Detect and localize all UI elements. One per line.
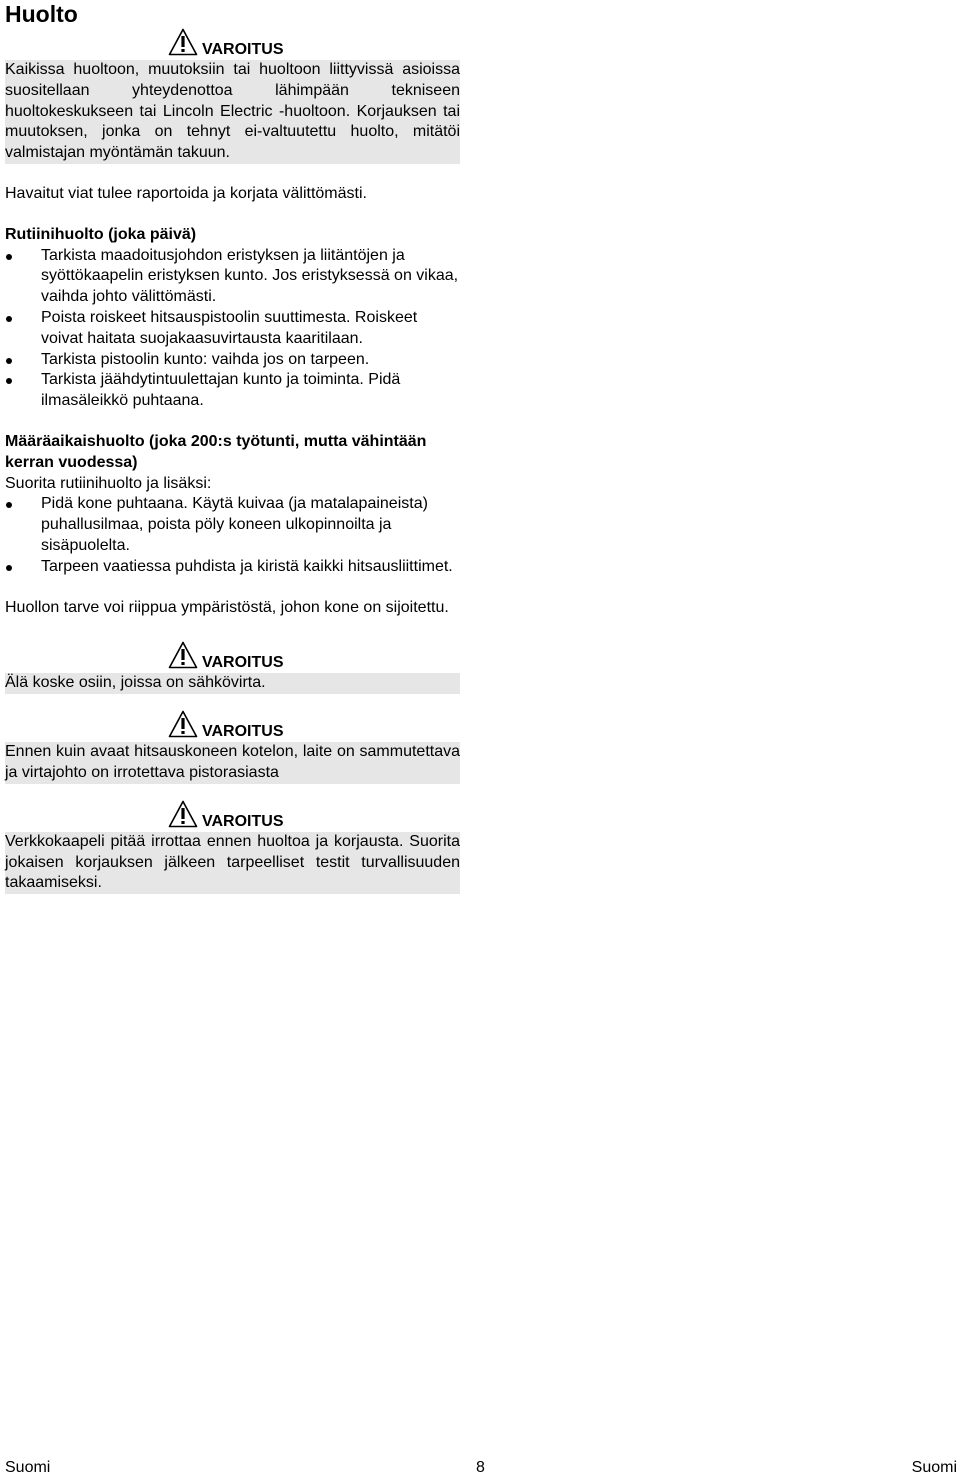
warning-text-4: Verkkokaapeli pitää irrottaa ennen huoltoa ja korjausta. Suorita jokaisen korjauksen jälkeen tarpeelliset testit turvallisuuden takaamiseksi. [5,832,460,894]
warning-triangle-icon [168,710,198,738]
list-item: Tarkista jäähdytintuulettajan kunto ja toiminta. Pidä ilmasäleikkö puhtaana. [5,370,460,412]
footer-right: Suomi [911,1459,957,1476]
list-item: Poista roiskeet hitsauspistoolin suuttimesta. Roiskeet voivat haitata suojakaasuvirtausta kaaritilaan. [5,308,460,350]
warning-text-3: Ennen kuin avaat hitsauskoneen kotelon, laite on sammutettava ja virtajohto on irrotettava pistorasiasta [5,742,460,784]
warning-label: VAROITUS [202,654,284,672]
warning-header-2 [5,641,460,673]
warning-triangle-icon [168,800,198,828]
footer-left: Suomi [5,1459,51,1476]
defects-text: Havaitut viat tulee raportoida ja korjata välittömästi. [5,184,367,202]
page-number: 8 [476,1459,485,1476]
warning-text-1: Kaikissa huoltoon, muutoksiin tai huoltoon liittyvissä asioissa suositellaan yhteydenottoa lähimpään tekniseen huoltokeskukseen tai Lincoln Electric -huoltoon. Korjauksen tai muutoksen, jonka on tehnyt ei-valtuutettu huolto, mitätöi valmistajan myöntämän takuun. [5,60,460,164]
warning-header-4 [5,800,460,832]
list-item: Tarkista maadoitusjohdon eristyksen ja liitäntöjen ja syöttökaapelin eristyksen kunto. Jos eristyksessä on vikaa, vaihda johto välittömästi. [5,246,460,308]
periodic-list [5,494,460,577]
warning-label: VAROITUS [202,723,284,741]
warning-label: VAROITUS [202,812,284,830]
warning-triangle-icon [168,641,198,669]
periodic-heading: Määräaikaishuolto (joka 200:s työtunti, mutta vähintään kerran vuodessa) [5,432,427,471]
page-title: Huolto [5,1,78,27]
list-item: Tarkista pistoolin kunto: vaihda jos on tarpeen. [5,350,460,371]
warning-text-2: Älä koske osiin, joissa on sähkövirta. [5,673,460,694]
warning-label: VAROITUS [202,41,284,58]
environment-text: Huollon tarve voi riippua ympäristöstä, johon kone on sijoitettu. [5,598,449,616]
list-item: Pidä kone puhtaana. Käytä kuivaa (ja matalapaineista) puhallusilmaa, poista pöly koneen ulkopinnoilta ja sisäpuolelta. [5,494,460,556]
routine-heading: Rutiinihuolto (joka päivä) [5,225,197,243]
routine-list [5,246,460,412]
page-content [5,0,460,894]
page-footer [0,1458,960,1478]
warning-header-3 [5,710,460,742]
warning-triangle-icon [168,28,198,56]
list-item: Tarpeen vaatiessa puhdista ja kiristä kaikki hitsausliittimet. [5,557,460,578]
periodic-intro: Suorita rutiinihuolto ja lisäksi: [5,474,212,492]
warning-header-1 [5,28,460,60]
